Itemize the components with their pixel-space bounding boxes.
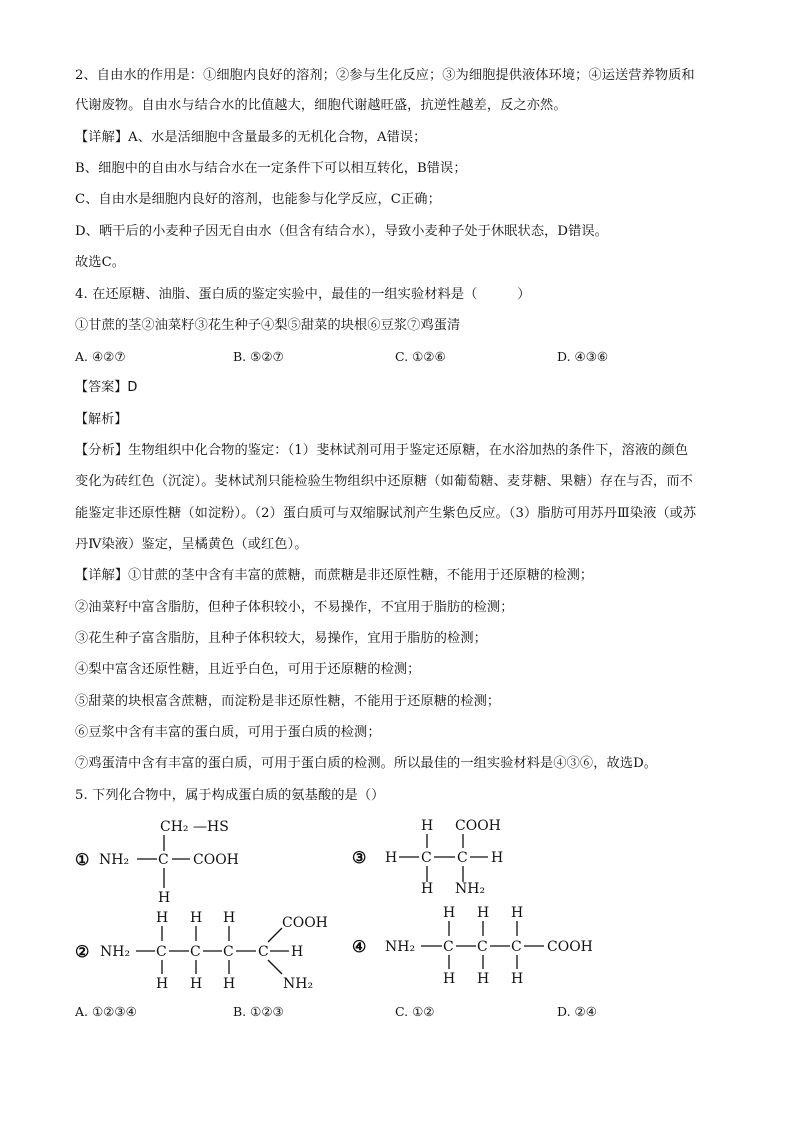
chem-atom: COOH — [282, 915, 328, 931]
q5-option-c: C. ①② — [395, 1004, 435, 1019]
chem-atom: H — [190, 976, 203, 992]
text-line: 代谢废物。自由水与结合水的比值越大，细胞代谢越旺盛，抗逆性越差，反之亦然。 — [75, 98, 567, 113]
chem-atom: NH₂ — [455, 881, 486, 897]
chem-atom: CH₂ —HS — [160, 819, 229, 835]
chem-atom: C — [223, 944, 234, 960]
q4-option-d: D. ④③⑥ — [557, 349, 609, 364]
structure-label-4: ④ — [352, 937, 367, 956]
chem-atom: COOH — [547, 939, 593, 955]
chem-atom: H — [223, 910, 236, 926]
chem-atom: H — [491, 850, 504, 866]
chem-atom: H — [158, 890, 171, 906]
q5-option-d: D. ②④ — [557, 1004, 597, 1019]
chem-atom: NH₂ — [283, 976, 314, 992]
text-line: 能鉴定非还原性糖（如淀粉）。（2）蛋白质可与双缩脲试剂产生紫色反应。（3）脂肪可用苏丹Ⅲ染液（或苏 — [75, 506, 697, 521]
text-line: 2、自由水的作用是：①细胞内良好的溶剂；②参与生化反应；③为细胞提供液体环境；④运送营养物质和 — [75, 68, 695, 83]
text-line: ⑤甜菜的块根富含蔗糖，而淀粉是非还原性糖，不能用于还原糖的检测； — [75, 694, 501, 709]
q4-option-c: C. ①②⑥ — [395, 349, 446, 364]
chem-atom: H — [190, 910, 203, 926]
text-line: C、自由水是细胞内良好的溶剂，也能参与化学反应，C正确； — [75, 192, 441, 207]
text-line: B、细胞中的自由水与结合水在一定条件下可以相互转化，B错误； — [75, 161, 467, 176]
chem-atom: C — [156, 944, 167, 960]
text-line: ⑦鸡蛋清中含有丰富的蛋白质，可用于蛋白质的检测。所以最佳的一组实验材料是④③⑥，故选D。 — [75, 756, 658, 771]
text-line: ④梨中富含还原性糖，且近乎白色，可用于还原糖的检测； — [75, 662, 421, 677]
text-line: 丹Ⅳ染液）鉴定，呈橘黄色（或红色）。 — [75, 537, 308, 552]
text-line: 【分析】生物组织中化合物的鉴定：（1）斐林试剂可用于鉴定还原糖，在水浴加热的条件下，溶液的颜色 — [75, 443, 689, 458]
text-line: ⑥豆浆中含有丰富的蛋白质，可用于蛋白质的检测； — [75, 725, 381, 740]
text-line: D、晒干后的小麦种子因无自由水（但含有结合水），导致小麦种子处于休眠状态，D错误。 — [75, 224, 608, 239]
chem-atom: H — [477, 971, 490, 987]
q4-option-b: B. ⑤②⑦ — [233, 349, 284, 364]
analysis-heading: 【解析】 — [75, 412, 128, 427]
chem-atom: H — [477, 905, 490, 921]
chem-atom: C — [190, 944, 201, 960]
q5-option-a: A. ①②③④ — [75, 1004, 137, 1019]
chem-atom: NH₂ — [385, 939, 416, 955]
chem-atom: NH₂ — [99, 852, 130, 868]
chem-atom: H — [443, 905, 456, 921]
text-line: 【详解】A、水是活细胞中含量最多的无机化合物，A错误； — [75, 130, 427, 145]
text-line: 故选C。 — [75, 255, 126, 270]
chem-atom: H — [511, 971, 524, 987]
chem-atom: C — [457, 850, 468, 866]
structure-label-2: ② — [75, 942, 90, 961]
chem-atom: C — [158, 852, 169, 868]
chem-atom: C — [443, 939, 454, 955]
text-line: 变化为砖红色（沉淀）。斐林试剂只能检验生物组织中还原糖（如葡萄糖、麦芽糖、果糖）存在与否，而不 — [75, 474, 693, 489]
chem-atom: H — [511, 905, 524, 921]
chem-atom: C — [421, 850, 432, 866]
chem-atom: H — [385, 850, 398, 866]
structure-label-1: ① — [75, 850, 90, 869]
chem-atom: NH₂ — [100, 944, 131, 960]
chem-atom: COOH — [455, 818, 501, 834]
text-line: 【详解】①甘蔗的茎中含有丰富的蔗糖，而蔗糖是非还原性糖，不能用于还原糖的检测； — [75, 568, 594, 583]
chem-atom: H — [443, 971, 456, 987]
chem-atom: C — [258, 944, 269, 960]
chem-atom: C — [477, 939, 488, 955]
chem-atom: H — [421, 881, 434, 897]
answer-line: 【答案】D — [75, 380, 138, 395]
q5-option-b: B. ①②③ — [233, 1004, 284, 1019]
chem-atom: C — [511, 939, 522, 955]
question-5-stem: 5. 下列化合物中，属于构成蛋白质的氨基酸的是（） — [75, 788, 385, 803]
chem-atom: H — [223, 976, 236, 992]
q4-option-a: A. ④②⑦ — [75, 349, 126, 364]
chem-atom: COOH — [193, 852, 239, 868]
question-4-materials: ①甘蔗的茎②油菜籽③花生种子④梨⑤甜菜的块根⑥豆浆⑦鸡蛋清 — [75, 318, 461, 333]
chem-atom: H — [156, 910, 169, 926]
chem-atom: H — [421, 818, 434, 834]
structure-label-3: ③ — [352, 848, 367, 867]
chem-atom: H — [291, 944, 304, 960]
text-line: ②油菜籽中富含脂肪，但种子体积较小，不易操作，不宜用于脂肪的检测； — [75, 600, 514, 615]
question-4-stem: 4. 在还原糖、油脂、蛋白质的鉴定实验中，最佳的一组实验材料是（ ） — [75, 287, 531, 302]
text-line: ③花生种子富含脂肪，且种子体积较大，易操作，宜用于脂肪的检测； — [75, 631, 487, 646]
chem-atom: H — [156, 976, 169, 992]
